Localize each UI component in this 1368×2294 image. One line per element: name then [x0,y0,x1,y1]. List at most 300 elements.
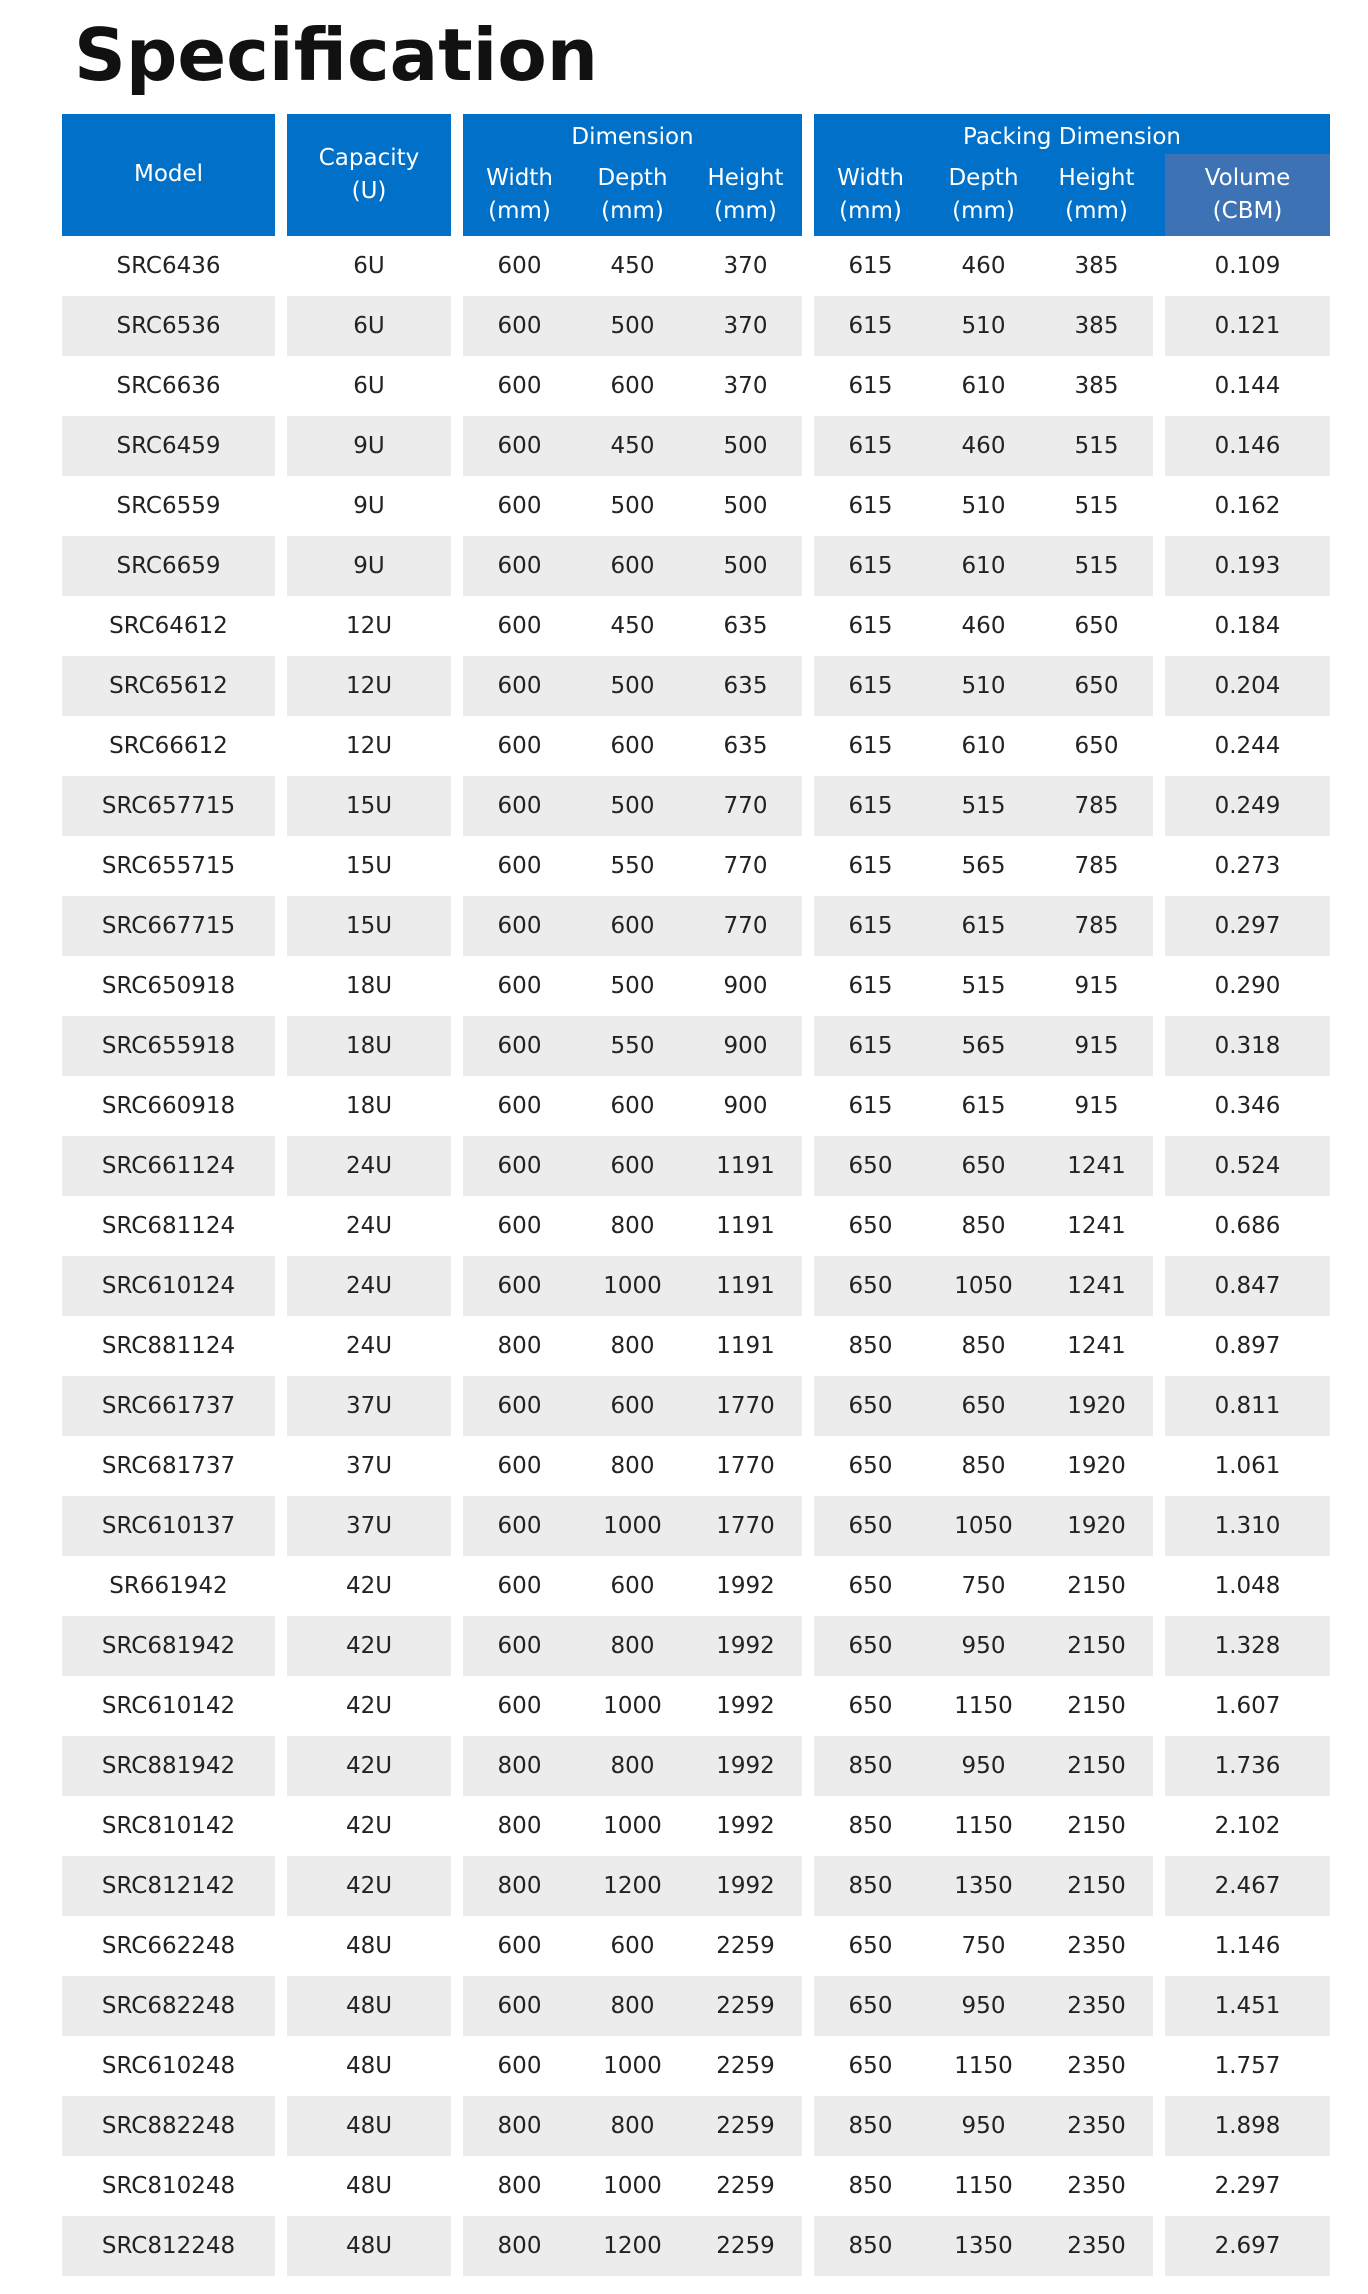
cell-capacity: 6U [287,296,451,356]
column-gap [275,776,287,836]
cell-pack-height: 515 [1040,536,1153,596]
cell-model: SRC655715 [101,853,236,879]
cell-pack-width: 615 [814,536,927,596]
cell-dim-width: 600 [463,1376,576,1436]
cell-dim-depth: 550 [610,853,655,879]
cell-pack-depth: 1350 [927,1856,1040,1916]
column-gap [275,1256,287,1316]
column-gap [1153,1556,1165,1616]
cell-pack-height: 2150 [1040,1736,1153,1796]
cell-model: SRC6459 [62,416,275,476]
column-gap [1153,2156,1165,2216]
cell-pack-volume: 0.162 [1214,493,1281,519]
cell-pack-width: 650 [814,1616,927,1676]
column-gap [802,1496,814,1556]
cell-pack-width: 615 [848,973,893,999]
cell-pack-height: 385 [1040,296,1153,356]
column-gap [451,1256,463,1316]
cell-dim-height: 635 [689,656,802,716]
cell-pack-width: 650 [848,1693,893,1719]
cell-model: SR661942 [109,1573,228,1599]
cell-capacity: 6U [353,373,385,399]
cell-dim-width: 800 [497,2173,542,2199]
cell-dim-height: 1191 [716,1333,775,1359]
column-gap [275,416,287,476]
cell-dim-depth: 800 [610,1453,655,1479]
cell-pack-width: 850 [814,2216,927,2276]
cell-pack-depth: 950 [927,1616,1040,1676]
cell-capacity: 15U [345,853,393,879]
cell-pack-width: 850 [848,1813,893,1839]
cell-pack-volume: 0.109 [1214,253,1281,279]
cell-pack-volume: 1.310 [1165,1496,1330,1556]
cell-pack-height: 915 [1074,973,1119,999]
column-gap [451,596,463,656]
cell-pack-volume: 0.244 [1214,733,1281,759]
column-gap [451,2096,463,2156]
cell-dim-depth: 1200 [576,2216,689,2276]
column-gap [1153,536,1165,596]
cell-model: SRC655918 [62,1016,275,1076]
column-gap [802,356,814,416]
cell-capacity: 15U [287,896,451,956]
column-gap [802,1676,814,1736]
cell-pack-width: 615 [848,373,893,399]
cell-pack-depth: 750 [961,1573,1006,1599]
cell-pack-width: 650 [848,1453,893,1479]
cell-pack-volume: 0.297 [1165,896,1330,956]
column-gap [451,2156,463,2216]
cell-pack-volume: 0.249 [1165,776,1330,836]
column-gap [451,1316,463,1376]
cell-capacity: 6U [353,253,385,279]
cell-dim-height: 770 [689,776,802,836]
cell-pack-depth: 615 [961,1093,1006,1119]
cell-dim-height: 1770 [689,1376,802,1436]
column-gap [1153,1736,1165,1796]
column-gap [275,1016,287,1076]
cell-pack-width: 650 [848,1213,893,1239]
cell-dim-depth: 500 [610,973,655,999]
column-gap [451,416,463,476]
cell-dim-depth: 1000 [603,1813,662,1839]
header-pack-volume: Volume (CBM) [1165,154,1330,236]
cell-pack-depth: 850 [961,1333,1006,1359]
cell-pack-width: 650 [848,1933,893,1959]
cell-dim-depth: 600 [576,536,689,596]
column-gap [451,1016,463,1076]
cell-dim-depth: 600 [576,1376,689,1436]
cell-model: SRC681737 [101,1453,236,1479]
column-gap [275,836,287,896]
column-gap [802,1796,814,1856]
cell-capacity: 9U [287,416,451,476]
cell-pack-height: 2350 [1067,2173,1126,2199]
column-gap [1153,896,1165,956]
column-gap [1153,836,1165,896]
cell-dim-width: 600 [497,1933,542,1959]
cell-pack-depth: 1350 [927,2216,1040,2276]
cell-dim-height: 1992 [689,1616,802,1676]
column-gap [802,1256,814,1316]
cell-pack-height: 385 [1074,253,1119,279]
cell-dim-height: 635 [723,613,768,639]
cell-pack-height: 515 [1040,416,1153,476]
header-pack-width: Width (mm) [814,154,927,236]
spec-table [62,114,1330,2276]
column-gap [1153,1256,1165,1316]
cell-pack-depth: 650 [927,1376,1040,1436]
column-gap [451,1616,463,1676]
cell-model: SRC65612 [62,656,275,716]
column-gap [275,656,287,716]
cell-dim-height: 1992 [716,1573,775,1599]
cell-pack-depth: 950 [927,2096,1040,2156]
column-gap [275,1496,287,1556]
column-gap [275,1556,287,1616]
column-gap [451,1496,463,1556]
column-gap [802,476,814,536]
column-gap [802,2216,814,2276]
column-gap [275,1856,287,1916]
column-gap [1153,1376,1165,1436]
column-gap [451,716,463,776]
column-gap [1153,1196,1165,1256]
cell-dim-depth: 600 [610,1093,655,1119]
cell-pack-height: 2350 [1040,1976,1153,2036]
cell-pack-volume: 0.290 [1214,973,1281,999]
cell-pack-depth: 610 [961,733,1006,759]
cell-dim-width: 600 [463,1976,576,2036]
cell-pack-depth: 460 [927,416,1040,476]
cell-dim-height: 2259 [716,1933,775,1959]
cell-pack-volume: 0.273 [1214,853,1281,879]
column-gap [802,2096,814,2156]
column-gap [275,896,287,956]
cell-pack-volume: 1.328 [1165,1616,1330,1676]
cell-capacity: 15U [287,776,451,836]
header-packing-group: Packing Dimension [814,114,1330,154]
column-gap [802,1136,814,1196]
cell-pack-depth: 950 [927,1976,1040,2036]
cell-dim-width: 600 [463,1016,576,1076]
cell-dim-depth: 600 [610,373,655,399]
cell-dim-width: 600 [497,1453,542,1479]
column-gap [1153,2036,1165,2096]
cell-pack-volume: 0.524 [1165,1136,1330,1196]
column-gap [275,1376,287,1436]
column-gap [802,1376,814,1436]
cell-dim-height: 635 [723,733,768,759]
cell-pack-depth: 565 [961,853,1006,879]
cell-dim-width: 600 [497,373,542,399]
cell-capacity: 37U [345,1453,393,1479]
column-gap [802,236,814,296]
column-gap [275,476,287,536]
cell-pack-depth: 650 [927,1136,1040,1196]
cell-pack-depth: 1150 [954,1693,1013,1719]
cell-model: SRC812142 [62,1856,275,1916]
column-gap [802,1556,814,1616]
cell-capacity: 18U [287,1016,451,1076]
column-gap [451,236,463,296]
column-gap [802,596,814,656]
cell-pack-height: 785 [1040,896,1153,956]
cell-capacity: 48U [287,2096,451,2156]
cell-capacity: 18U [345,1093,393,1119]
cell-pack-depth: 510 [927,296,1040,356]
cell-pack-width: 850 [814,1736,927,1796]
cell-dim-height: 2259 [716,2173,775,2199]
cell-model: SRC6536 [62,296,275,356]
cell-capacity: 9U [353,493,385,519]
cell-dim-width: 600 [497,2053,542,2079]
cell-capacity: 42U [287,1856,451,1916]
cell-pack-depth: 1050 [927,1256,1040,1316]
cell-pack-width: 650 [814,1496,927,1556]
cell-dim-height: 2259 [689,1976,802,2036]
cell-pack-volume: 0.686 [1214,1213,1281,1239]
cell-pack-height: 2150 [1067,1693,1126,1719]
page-title: Specification [74,13,599,97]
cell-pack-volume: 1.757 [1214,2053,1281,2079]
column-gap [802,896,814,956]
column-gap [802,1976,814,2036]
cell-dim-depth: 1000 [603,2053,662,2079]
column-gap [1153,416,1165,476]
cell-dim-height: 1992 [689,1736,802,1796]
cell-model: SRC812248 [62,2216,275,2276]
cell-pack-height: 2150 [1067,1573,1126,1599]
column-gap [451,1916,463,1976]
cell-pack-depth: 515 [961,973,1006,999]
column-gap [802,1736,814,1796]
cell-model: SRC657715 [62,776,275,836]
cell-dim-depth: 800 [576,1616,689,1676]
column-gap [451,2036,463,2096]
column-gap [451,896,463,956]
cell-dim-width: 600 [463,896,576,956]
column-gap [802,776,814,836]
column-gap [802,1856,814,1916]
header-model: Model [62,114,275,236]
cell-dim-depth: 600 [610,733,655,759]
column-gap [275,716,287,776]
cell-dim-depth: 1000 [576,1256,689,1316]
cell-dim-depth: 1000 [603,1693,662,1719]
column-gap [1153,1136,1165,1196]
cell-dim-height: 2259 [716,2053,775,2079]
cell-model: SRC6636 [116,373,221,399]
cell-dim-width: 800 [463,1736,576,1796]
cell-capacity: 12U [287,656,451,716]
column-gap [275,296,287,356]
cell-pack-volume: 1.607 [1214,1693,1281,1719]
cell-pack-volume: 1.146 [1214,1933,1281,1959]
cell-model: SRC681124 [101,1213,236,1239]
column-gap [275,1976,287,2036]
cell-dim-width: 600 [463,656,576,716]
column-gap [275,1436,287,1496]
cell-dim-width: 800 [497,1333,542,1359]
column-gap [275,2216,287,2276]
cell-dim-height: 1992 [716,1813,775,1839]
cell-dim-height: 1992 [716,1693,775,1719]
cell-dim-width: 600 [497,493,542,519]
cell-pack-depth: 750 [961,1933,1006,1959]
column-gap [1153,2216,1165,2276]
cell-capacity: 48U [345,1933,393,1959]
column-gap [802,1196,814,1256]
cell-pack-height: 785 [1074,853,1119,879]
cell-capacity: 9U [287,536,451,596]
cell-pack-volume: 0.346 [1214,1093,1281,1119]
column-gap [802,656,814,716]
cell-model: SRC882248 [62,2096,275,2156]
cell-pack-width: 615 [814,896,927,956]
cell-dim-width: 800 [497,1813,542,1839]
cell-capacity: 18U [345,973,393,999]
cell-dim-depth: 800 [576,1736,689,1796]
cell-dim-depth: 550 [576,1016,689,1076]
cell-dim-depth: 1200 [576,1856,689,1916]
cell-pack-depth: 1150 [954,1813,1013,1839]
column-gap [451,1376,463,1436]
cell-pack-volume: 0.146 [1165,416,1330,476]
cell-pack-depth: 460 [961,253,1006,279]
column-gap [275,1796,287,1856]
cell-model: SRC610137 [62,1496,275,1556]
cell-pack-width: 615 [848,613,893,639]
column-gap [451,836,463,896]
cell-model: SRC650918 [101,973,236,999]
cell-pack-width: 615 [848,1093,893,1119]
column-gap [451,1556,463,1616]
cell-model: SRC64612 [109,613,228,639]
cell-dim-width: 600 [463,416,576,476]
cell-capacity: 37U [287,1496,451,1556]
cell-dim-height: 1191 [689,1256,802,1316]
column-gap [275,236,287,296]
column-gap [451,776,463,836]
column-gap [275,1916,287,1976]
cell-model: SRC610248 [101,2053,236,2079]
column-gap [275,356,287,416]
cell-pack-depth: 565 [927,1016,1040,1076]
cell-dim-depth: 500 [610,493,655,519]
cell-dim-width: 600 [497,733,542,759]
cell-dim-depth: 450 [576,416,689,476]
column-gap [1153,236,1165,296]
cell-dim-width: 600 [497,253,542,279]
header-gap [1153,154,1165,236]
cell-dim-height: 2259 [689,2096,802,2156]
column-gap [1153,776,1165,836]
cell-model: SRC6659 [62,536,275,596]
cell-dim-height: 1992 [689,1856,802,1916]
cell-dim-height: 1770 [689,1496,802,1556]
cell-model: SRC810142 [101,1813,236,1839]
column-gap [275,596,287,656]
cell-pack-width: 850 [814,2096,927,2156]
cell-pack-volume: 0.193 [1165,536,1330,596]
header-dimension-group: Dimension [463,114,802,154]
cell-dim-depth: 1000 [576,1496,689,1556]
cell-model: SRC881942 [62,1736,275,1796]
cell-pack-volume: 0.184 [1214,613,1281,639]
column-gap [1153,1676,1165,1736]
column-gap [451,1076,463,1136]
cell-dim-width: 600 [463,1136,576,1196]
cell-pack-height: 1241 [1067,1213,1126,1239]
cell-pack-volume: 2.467 [1165,1856,1330,1916]
cell-pack-volume: 1.061 [1214,1453,1281,1479]
cell-pack-height: 650 [1074,733,1119,759]
cell-dim-height: 2259 [689,2216,802,2276]
column-gap [451,1796,463,1856]
cell-pack-height: 915 [1074,1093,1119,1119]
cell-dim-height: 1770 [716,1453,775,1479]
cell-pack-width: 650 [814,1376,927,1436]
column-gap [802,1076,814,1136]
column-gap [1153,1976,1165,2036]
cell-capacity: 37U [287,1376,451,1436]
cell-capacity: 24U [287,1136,451,1196]
column-gap [802,1436,814,1496]
cell-pack-height: 915 [1040,1016,1153,1076]
header-pack-height: Height (mm) [1040,154,1153,236]
cell-pack-height: 1920 [1040,1496,1153,1556]
column-gap [451,476,463,536]
column-gap [451,1736,463,1796]
cell-capacity: 12U [345,733,393,759]
cell-pack-height: 385 [1074,373,1119,399]
cell-pack-width: 650 [814,1976,927,2036]
column-gap [275,1196,287,1256]
cell-model: SRC667715 [62,896,275,956]
cell-dim-width: 600 [463,1616,576,1676]
cell-pack-height: 1920 [1040,1376,1153,1436]
cell-dim-height: 500 [689,536,802,596]
column-gap [275,536,287,596]
cell-model: SRC6559 [116,493,221,519]
cell-pack-width: 650 [814,1256,927,1316]
cell-pack-height: 1241 [1067,1333,1126,1359]
column-gap [1153,296,1165,356]
cell-dim-height: 500 [723,493,768,519]
cell-capacity: 42U [345,1813,393,1839]
cell-dim-width: 600 [497,1573,542,1599]
cell-pack-width: 850 [814,1856,927,1916]
column-gap [451,656,463,716]
cell-pack-width: 650 [848,2053,893,2079]
column-gap [1153,1316,1165,1376]
column-gap [451,1976,463,2036]
column-gap [802,536,814,596]
cell-pack-height: 2350 [1067,2053,1126,2079]
cell-dim-width: 600 [497,1213,542,1239]
cell-pack-height: 650 [1040,656,1153,716]
cell-dim-height: 1191 [689,1136,802,1196]
column-gap [802,836,814,896]
cell-pack-volume: 0.204 [1165,656,1330,716]
cell-pack-volume: 0.144 [1214,373,1281,399]
column-gap [275,1136,287,1196]
cell-dim-depth: 1000 [603,2173,662,2199]
cell-pack-height: 2150 [1067,1813,1126,1839]
cell-model: SRC610142 [101,1693,236,1719]
column-gap [275,2156,287,2216]
